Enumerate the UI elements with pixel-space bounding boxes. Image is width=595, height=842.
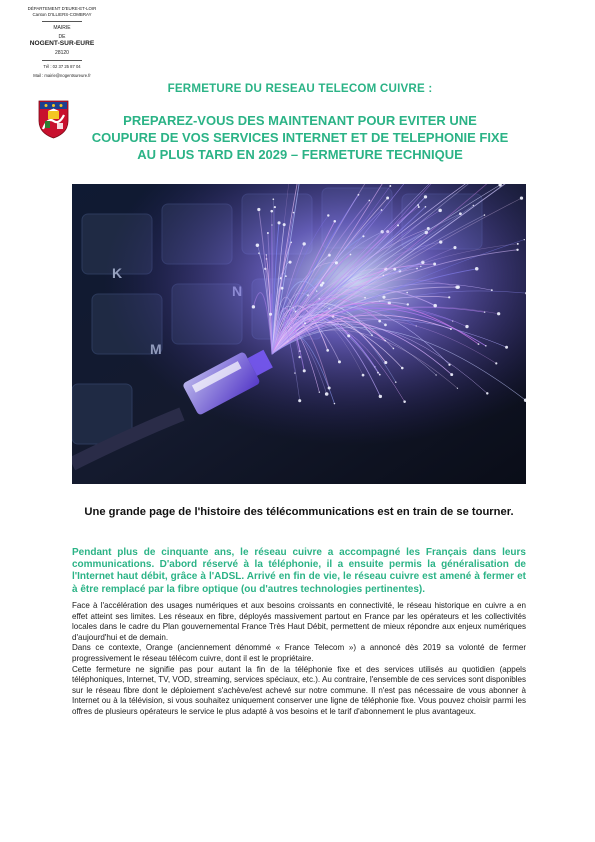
- lead-paragraph: Pendant plus de cinquante ans, le réseau cuivre a accompagné les Français dans leurs communications. D'abord réservé à la téléphonie, il a ensuite permis la généralisation de l'Internet haut débit, grâce à l'ADSL. Arrivé en fin de vie, le réseau cuivre est amené à fermer et à être remplacé par la fibre optique (ou d'autres technologies pertinentes).: [72, 547, 526, 595]
- de-label: DE: [58, 33, 66, 40]
- postcode: 28120: [55, 50, 69, 56]
- subtitle-line-1: PREPAREZ-VOUS DES MAINTENANT POUR EVITER UNE: [123, 113, 477, 128]
- subtitle-line-3: AU PLUS TARD EN 2029 – FERMETURE TECHNIQUE: [137, 147, 463, 162]
- mairie-label: MAIRIE: [53, 25, 71, 31]
- body-paragraph-2: Dans ce contexte, Orange (anciennement dénommé « France Telecom ») a annoncé dès 2019 sa volonté de fermer progressivement le réseau télécom cuivre, dont il est le propriétaire.: [72, 643, 526, 663]
- subtitle-line-2: COUPURE DE VOS SERVICES INTERNET ET DE TELEPHONIE FIXE: [91, 130, 509, 145]
- email-line: Mail : mairie@nogentsureure.fr: [33, 72, 91, 78]
- fiber-optic-photo: [72, 184, 526, 484]
- coat-of-arms-icon: [37, 99, 70, 139]
- town-name: NOGENT-SUR-EURE: [29, 40, 95, 47]
- mairie-letterhead: [18, 6, 106, 79]
- canton-line: Canton D'ILLIERS-COMBRAY: [32, 12, 92, 17]
- letterhead-divider: [42, 21, 82, 22]
- headline: Une grande page de l'histoire des télécommunications est en train de se tourner.: [84, 506, 514, 518]
- department-line: DÉPARTEMENT D'EURE-ET-LOIR: [27, 6, 97, 11]
- body-text: [72, 601, 526, 718]
- subtitle: [70, 112, 530, 163]
- telephone-line: Tél : 02 37 25 87 04: [43, 63, 81, 69]
- main-title: FERMETURE DU RESEAU TELECOM CUIVRE :: [167, 82, 433, 95]
- body-paragraph-3: Cette fermeture ne signifie pas pour autant la fin de la téléphonie fixe et des services utilisés au quotidien (appels téléphoniques, Internet, TV, VOD, streaming, services spéciaux, etc.). Au contraire, l'ensemble de ces services sont disponibles sur le réseau fibre dont le déploiement s'achève/est achevé sur notre commune. Il n'est pas nécessaire de vous abonner à Internet ou à la télévision, si vous souhaitez uniquement conserver une ligne de téléphonie fixe. Vous pouvez choisir parmi les offres de plusieurs opérateurs le service le plus adapté à vos besoins et le tarif d'abonnement le plus avantageux.: [72, 664, 526, 716]
- body-paragraph-1: Face à l'accélération des usages numériques et aux besoins croissants en connectivité, le réseau historique en cuivre a en effet atteint ses limites. Les réseaux en fibre, déployés massivement partout en France par les opérateurs et les collectivités locales dans le cadre du Plan gouvernemental France Très Haut Débit, permettent de mieux répondre aux enjeux numériques d'aujourd'hui et de demain.: [72, 601, 526, 642]
- letterhead-divider-2: [42, 60, 82, 61]
